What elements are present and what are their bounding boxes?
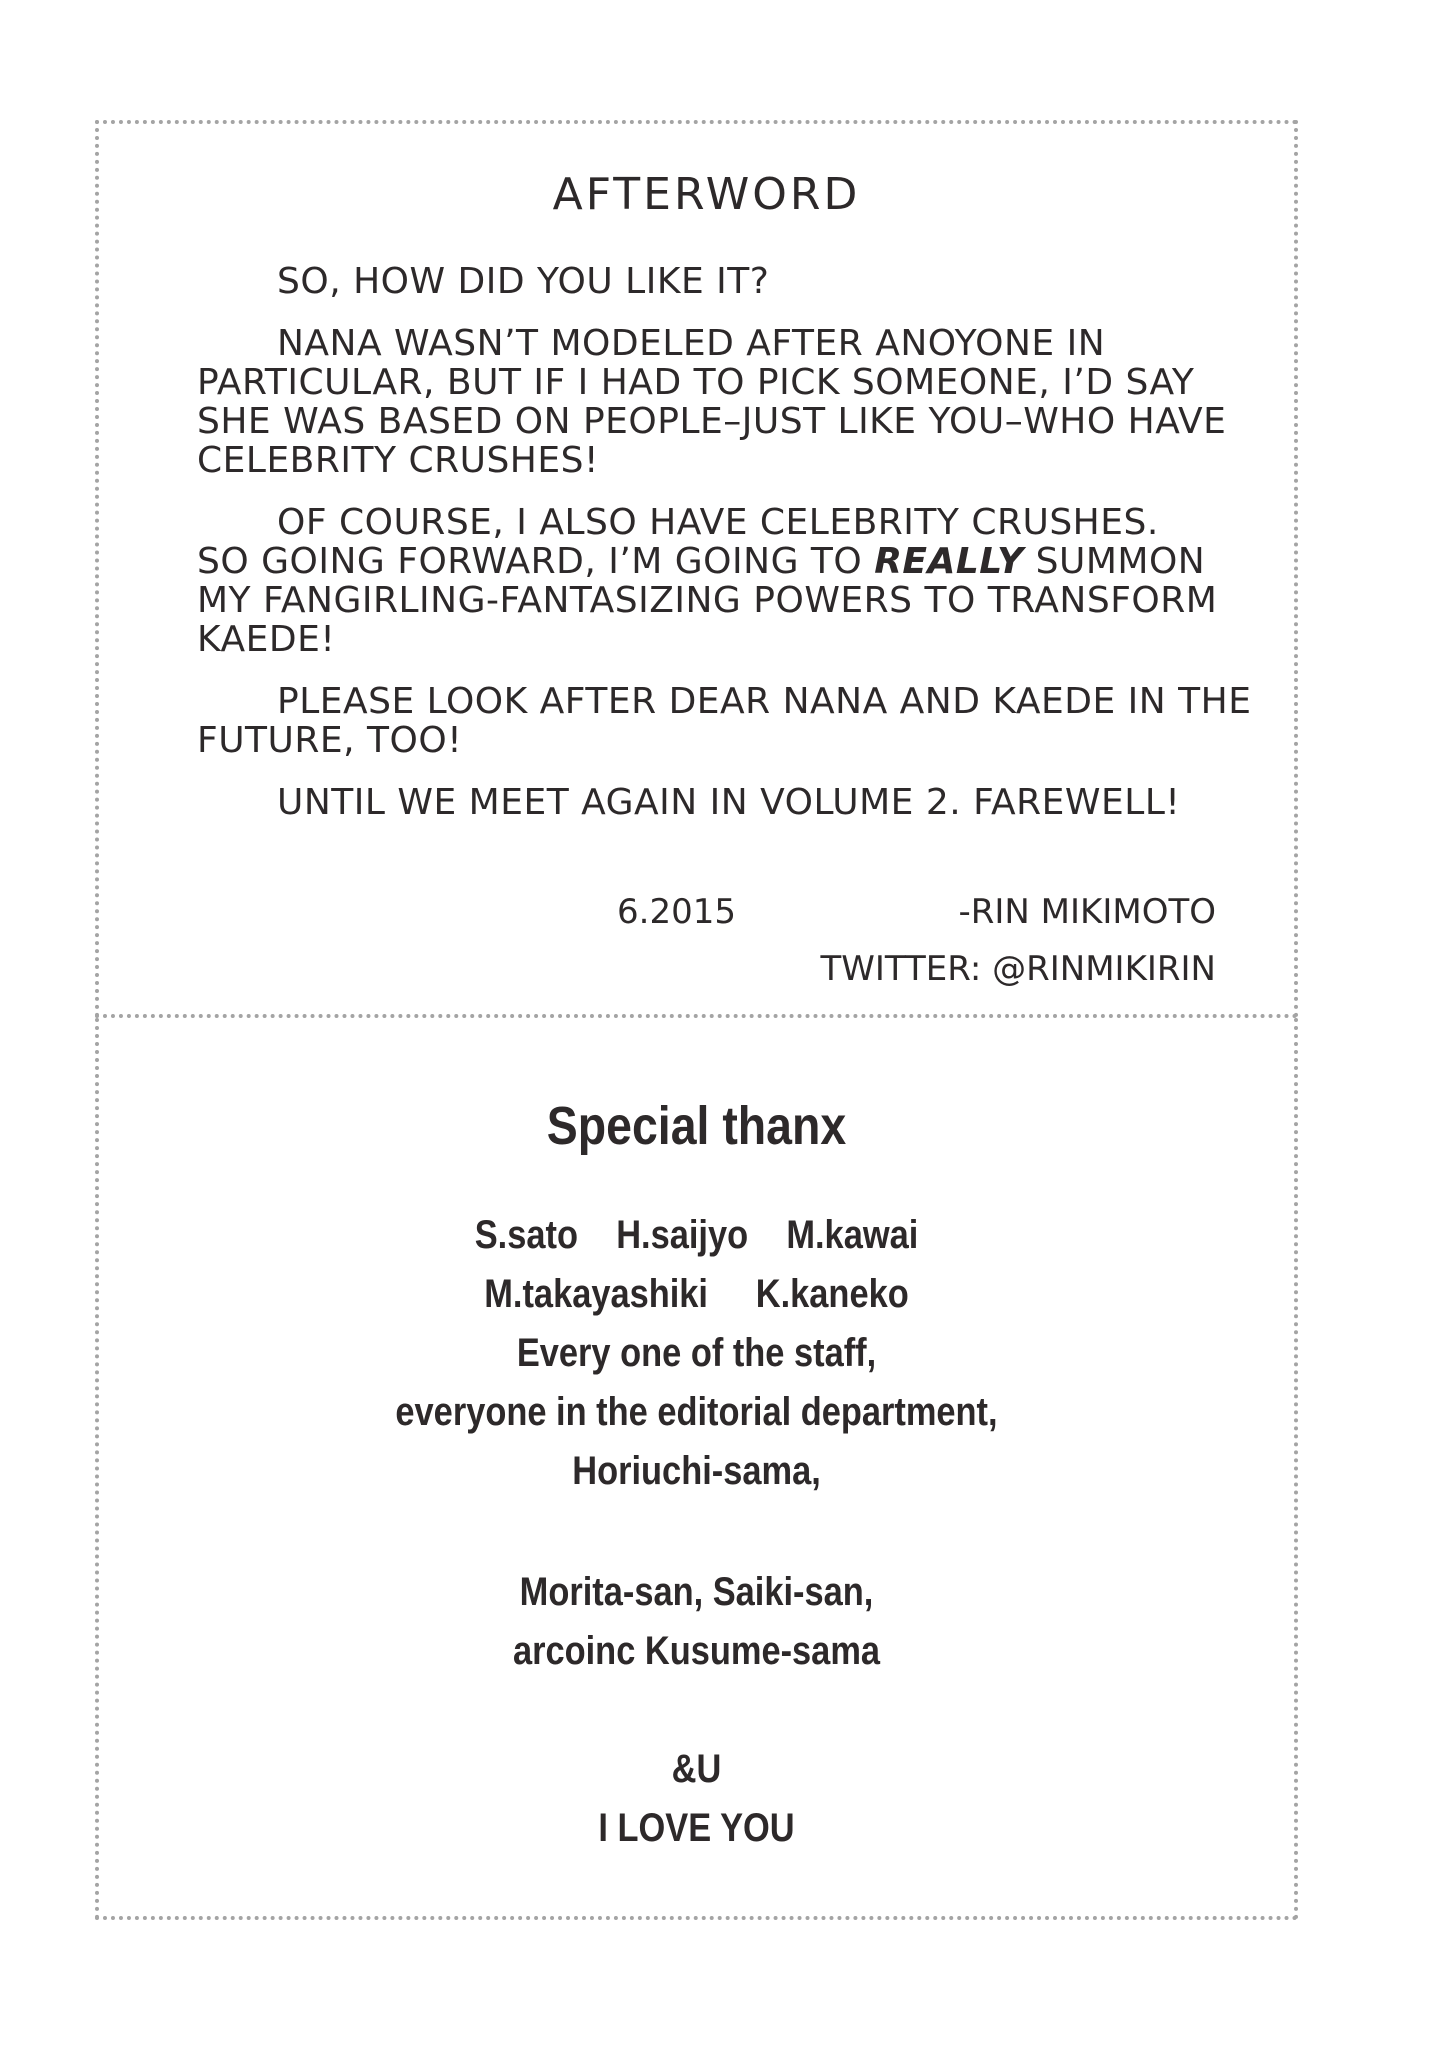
text-line: PARTICULAR, BUT IF I HAD TO PICK SOMEONE, I’D SAY bbox=[197, 362, 1195, 403]
special-thanks-title: Special thanx bbox=[546, 1096, 847, 1156]
paragraph-1 bbox=[197, 262, 1216, 301]
text-line bbox=[197, 542, 1216, 581]
thanks-group-2 bbox=[99, 1563, 1294, 1681]
text-line: OF COURSE, I ALSO HAVE CELEBRITY CRUSHES. bbox=[277, 502, 1159, 543]
thanks-line: M.takayashiki K.kaneko bbox=[484, 1272, 909, 1316]
thanks-line: Horiuchi-sama, bbox=[572, 1449, 821, 1493]
thanks-group-3 bbox=[99, 1740, 1294, 1858]
text-line: FUTURE, TOO! bbox=[197, 720, 463, 761]
signature-date: 6.2015 bbox=[617, 892, 736, 932]
text-segment: SO GOING FORWARD, I’M GOING TO bbox=[197, 541, 875, 582]
text-segment: SUMMON bbox=[1023, 541, 1206, 582]
thanks-line: &U bbox=[671, 1747, 722, 1791]
thanks-line: Every one of the staff, bbox=[516, 1331, 877, 1375]
thanks-group-1 bbox=[99, 1206, 1294, 1501]
paragraph-3 bbox=[197, 503, 1216, 659]
special-thanks-section bbox=[95, 1018, 1298, 1920]
text-line: PLEASE LOOK AFTER DEAR NANA AND KAEDE IN THE bbox=[277, 681, 1252, 722]
paragraph-4 bbox=[197, 681, 1252, 761]
text-line: UNTIL WE MEET AGAIN IN VOLUME 2. FAREWELL! bbox=[277, 782, 1181, 823]
paragraph-2 bbox=[197, 323, 1227, 481]
thanks-line: S.sato H.saijyo M.kawai bbox=[474, 1213, 919, 1257]
afterword-title: AFTERWORD bbox=[552, 169, 861, 220]
text-line: SHE WAS BASED ON PEOPLE–JUST LIKE YOU–WHO HAVE bbox=[197, 401, 1227, 442]
signature bbox=[197, 892, 1216, 1002]
text-line: NANA WASN’T MODELED AFTER ANOYONE IN bbox=[277, 323, 1106, 364]
thanks-line: everyone in the editorial department, bbox=[395, 1390, 998, 1434]
paragraph-5 bbox=[197, 783, 1216, 822]
signature-twitter: TWITTER: @RINMIKIRIN bbox=[820, 949, 1216, 989]
text-line: CELEBRITY CRUSHES! bbox=[197, 440, 599, 481]
signature-author: -RIN MIKIMOTO bbox=[958, 892, 1216, 932]
thanks-line: arcoinc Kusume-sama bbox=[512, 1629, 881, 1673]
text-line: KAEDE! bbox=[197, 619, 336, 660]
emphasized-word: REALLY bbox=[874, 541, 1024, 582]
thanks-line: Morita-san, Saiki-san, bbox=[519, 1570, 874, 1614]
dotted-frame bbox=[95, 120, 1298, 1920]
thanks-line: I LOVE YOU bbox=[598, 1806, 795, 1850]
text-line: MY FANGIRLING-FANTASIZING POWERS TO TRANSFORM bbox=[197, 580, 1218, 621]
text-line: SO, HOW DID YOU LIKE IT? bbox=[277, 261, 770, 302]
afterword-section bbox=[95, 120, 1298, 1018]
